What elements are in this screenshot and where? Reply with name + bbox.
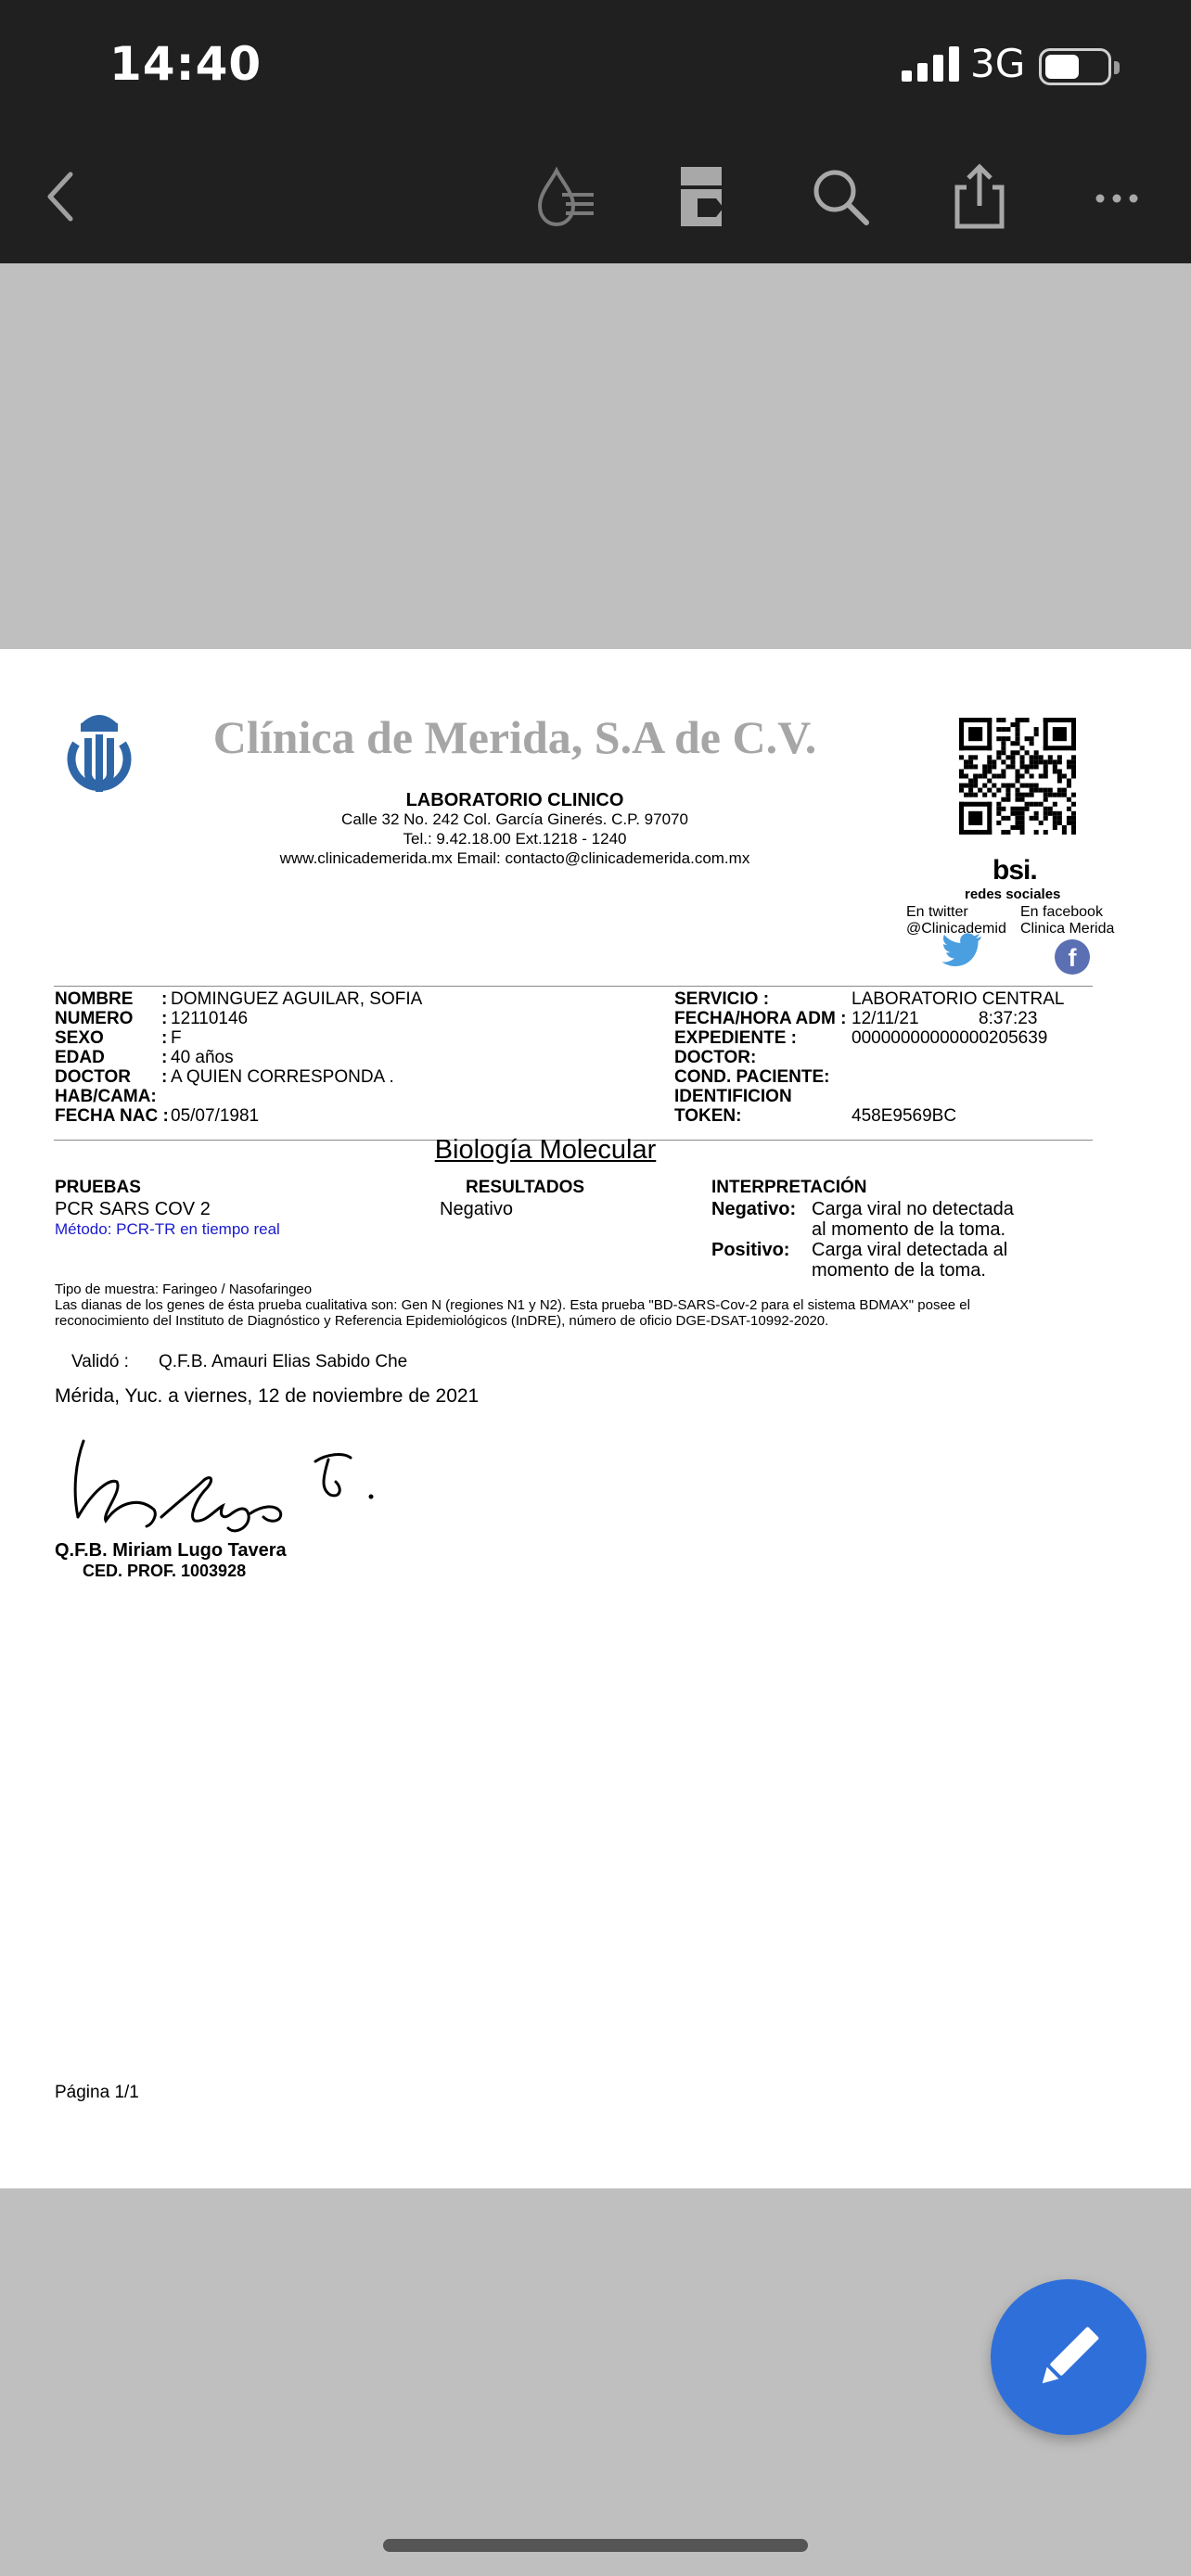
expediente-label: EXPEDIENTE : [674,1028,797,1048]
pruebas-header: PRUEBAS [55,1178,141,1197]
positivo-line-2: momento de la toma. [812,1260,986,1281]
validated-label: Validó : [71,1352,129,1371]
interpretacion-header: INTERPRETACIÓN [711,1178,867,1197]
negativo-label: Negativo: [711,1199,797,1219]
servicio-label: SERVICIO : [674,989,770,1009]
numero-value: 12110146 [171,1009,249,1028]
ink-drop-icon[interactable] [527,159,601,234]
test-method: Método: PCR-TR en tiempo real [55,1220,280,1238]
nombre-value: DOMINGUEZ AGUILAR, SOFIA [171,989,423,1009]
signal-icon [902,46,959,82]
sexo-value: F [171,1028,182,1048]
twitter-icon[interactable] [941,933,982,966]
edad-value: 40 años [171,1048,234,1067]
positivo-line-1: Carga viral detectada al [812,1240,1008,1260]
signature-image [65,1424,390,1554]
edit-button[interactable] [991,2279,1146,2435]
identificion-label: IDENTIFICION [674,1087,792,1106]
twitter-label: En twitter [906,904,968,920]
doctor-value: A QUIEN CORRESPONDA . [171,1067,394,1087]
page-number: Página 1/1 [55,2083,139,2102]
pencil-icon [991,2279,1146,2435]
hab-cama-label: HAB/CAMA: [55,1087,157,1106]
back-chevron-icon[interactable] [26,159,100,234]
signer-cedula: CED. PROF. 1003928 [83,1562,247,1580]
page-layout-icon[interactable] [664,159,738,234]
token-label: TOKEN: [674,1106,742,1126]
facebook-name: Clinica Merida [1020,921,1115,937]
fecha-hora-label: FECHA/HORA ADM : [674,1009,847,1028]
fecha-nac-value: 05/07/1981 [171,1106,260,1126]
test-name: PCR SARS COV 2 [55,1199,211,1219]
facebook-label: En facebook [1020,904,1103,920]
network-type: 3G [970,41,1026,86]
colon: : [161,1028,168,1048]
servicio-value: LABORATORIO CENTRAL [852,989,1065,1009]
cond-paciente-label: COND. PACIENTE: [674,1067,830,1087]
clinic-name: Clínica de Merida, S.A de C.V. [212,711,817,763]
negativo-line-2: al momento de la toma. [812,1219,1005,1240]
resultados-header: RESULTADOS [466,1178,585,1197]
numero-label: NUMERO [55,1009,134,1028]
search-icon[interactable] [803,159,877,234]
notes-line-2: reconocimiento del Instituto de Diagnóstico y Referencia Epidemiológicos (InDRE), número de oficio DGE-DSAT-10992-2020. [55,1313,829,1329]
doctor-label: DOCTOR [55,1067,131,1087]
hora-adm-value: 8:37:23 [979,1009,1038,1028]
clinic-address: Calle 32 No. 242 Col. García Ginerés. C.P. 97070 [341,810,688,828]
negativo-line-1: Carga viral no detectada [812,1199,1014,1219]
document-page [0,649,1191,2188]
sample-type: Tipo de muestra: Faringeo / Nasofaringeo [55,1282,313,1297]
share-icon[interactable] [942,159,1017,234]
colon: : [161,989,168,1009]
lab-title: LABORATORIO CLINICO [405,790,624,810]
expediente-value: 00000000000000205639 [852,1028,1048,1048]
token-value: 458E9569BC [852,1106,957,1126]
validated-by: Q.F.B. Amauri Elias Sabido Che [159,1352,408,1371]
clinic-web-email: www.clinicademerida.mx Email: contacto@clinicademerida.com.mx [279,849,750,867]
service-doctor-label: DOCTOR: [674,1048,757,1067]
section-title: Biología Molecular [434,1135,657,1165]
positivo-label: Positivo: [711,1240,790,1260]
notes-line-1: Las dianas de los genes de ésta prueba cualitativa son: Gen N (regiones N1 y N2). Esta prueba "BD-SARS-Cov-2 para el sistema BDMAX" posee el [55,1297,970,1313]
more-icon[interactable] [1080,159,1154,234]
test-result: Negativo [440,1199,513,1219]
fecha-nac-label: FECHA NAC : [55,1106,169,1126]
colon: : [161,1048,168,1067]
fecha-adm-value: 12/11/21 [852,1009,919,1028]
clinic-phone: Tel.: 9.42.18.00 Ext.1218 - 1240 [403,830,627,848]
top-bar [0,0,1191,263]
battery-icon [1039,48,1111,85]
nombre-label: NOMBRE [55,989,134,1009]
edad-label: EDAD [55,1048,105,1067]
colon: : [161,1067,168,1087]
signer-name: Q.F.B. Miriam Lugo Tavera [55,1540,287,1561]
sexo-label: SEXO [55,1028,104,1048]
home-indicator[interactable] [383,2539,808,2552]
colon: : [161,1009,168,1028]
bsi-logo: bsi. [992,855,1037,886]
qr-code-icon [959,718,1076,835]
place-date: Mérida, Yuc. a viernes, 12 de noviembre de 2021 [55,1385,480,1407]
social-title: redes sociales [965,886,1061,902]
divider-line [54,986,1093,987]
facebook-icon[interactable]: f [1055,939,1090,975]
twitter-handle: @Clinicademid [906,921,1006,937]
status-time: 14:40 [109,37,263,91]
